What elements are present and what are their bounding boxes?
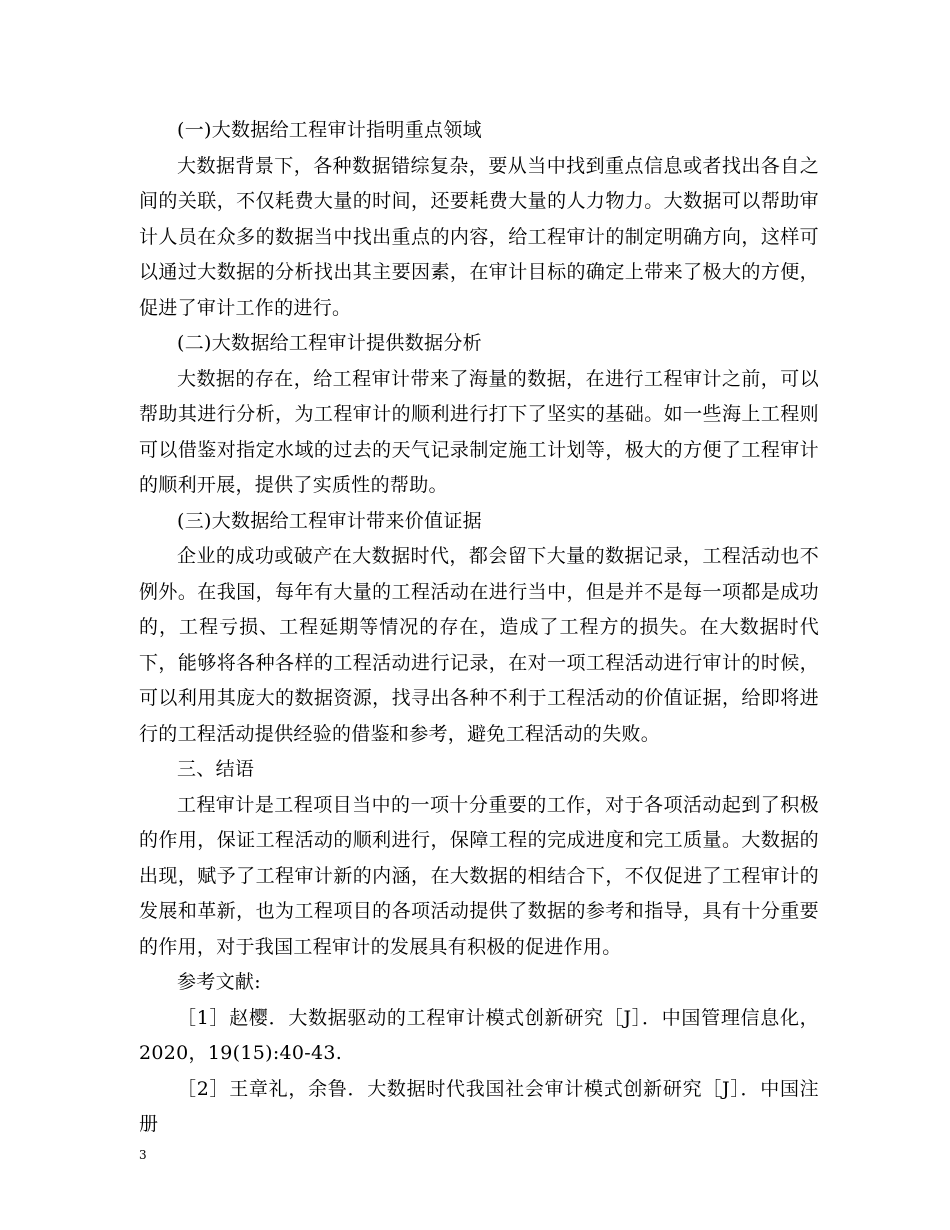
paragraph-focus-areas: 大数据背景下，各种数据错综复杂，要从当中找到重点信息或者找出各自之间的关联，不仅耗费大量的时间，还要耗费大量的人力物力。大数据可以帮助审计人员在众多的数据当中找出重点的内容，给工程审计的制定明确方向，这样可以通过大数据的分析找出其主要因素，在审计目标的确定上带来了极大的方便，促进了审计工作的进行。 — [139, 154, 819, 319]
section-heading-value-evidence: (三)大数据给工程审计带来价值证据 — [177, 509, 482, 532]
reference-item-2: ［2］王章礼，余鲁．大数据时代我国社会审计模式创新研究［J］．中国注册 — [139, 1077, 819, 1135]
document-body — [139, 113, 819, 1143]
section-heading-conclusion: 三、结语 — [177, 758, 255, 780]
reference-item-1: ［1］赵樱．大数据驱动的工程审计模式创新研究［J］．中国管理信息化，2020，19(15):40-43. — [139, 1006, 819, 1064]
paragraph-value-evidence: 企业的成功或破产在大数据时代，都会留下大量的数据记录，工程活动也不例外。在我国，每年有大量的工程活动在进行当中，但是并不是每一项都是成功的，工程亏损、工程延期等情况的存在，造成了工程方的损失。在大数据时代下，能够将各种各样的工程活动进行记录，在对一项工程活动进行审计的时候，可以利用其庞大的数据资源，找寻出各种不利于工程活动的价值证据，给即将进行的工程活动提供经验的借鉴和参考，避免工程活动的失败。 — [139, 545, 819, 745]
paragraph-conclusion: 工程审计是工程项目当中的一项十分重要的工作，对于各项活动起到了积极的作用，保证工程活动的顺利进行，保障工程的完成进度和完工质量。大数据的出现，赋予了工程审计新的内涵，在大数据的相结合下，不仅促进了工程审计的发展和革新，也为工程项目的各项活动提供了数据的参考和指导，具有十分重要的作用，对于我国工程审计的发展具有积极的促进作用。 — [139, 793, 819, 958]
section-heading-data-analysis: (二)大数据给工程审计提供数据分析 — [177, 332, 482, 354]
paragraph-data-analysis: 大数据的存在，给工程审计带来了海量的数据，在进行工程审计之前，可以帮助其进行分析，为工程审计的顺利进行打下了坚实的基础。如一些海上工程则可以借鉴对指定水域的过去的天气记录制定施工计划等，极大的方便了工程审计的顺利开展，提供了实质性的帮助。 — [139, 367, 819, 496]
references-heading: 参考文献: — [177, 971, 261, 993]
section-heading-focus-areas: (一)大数据给工程审计指明重点领域 — [177, 119, 482, 141]
page-number: 3 — [139, 1148, 147, 1162]
